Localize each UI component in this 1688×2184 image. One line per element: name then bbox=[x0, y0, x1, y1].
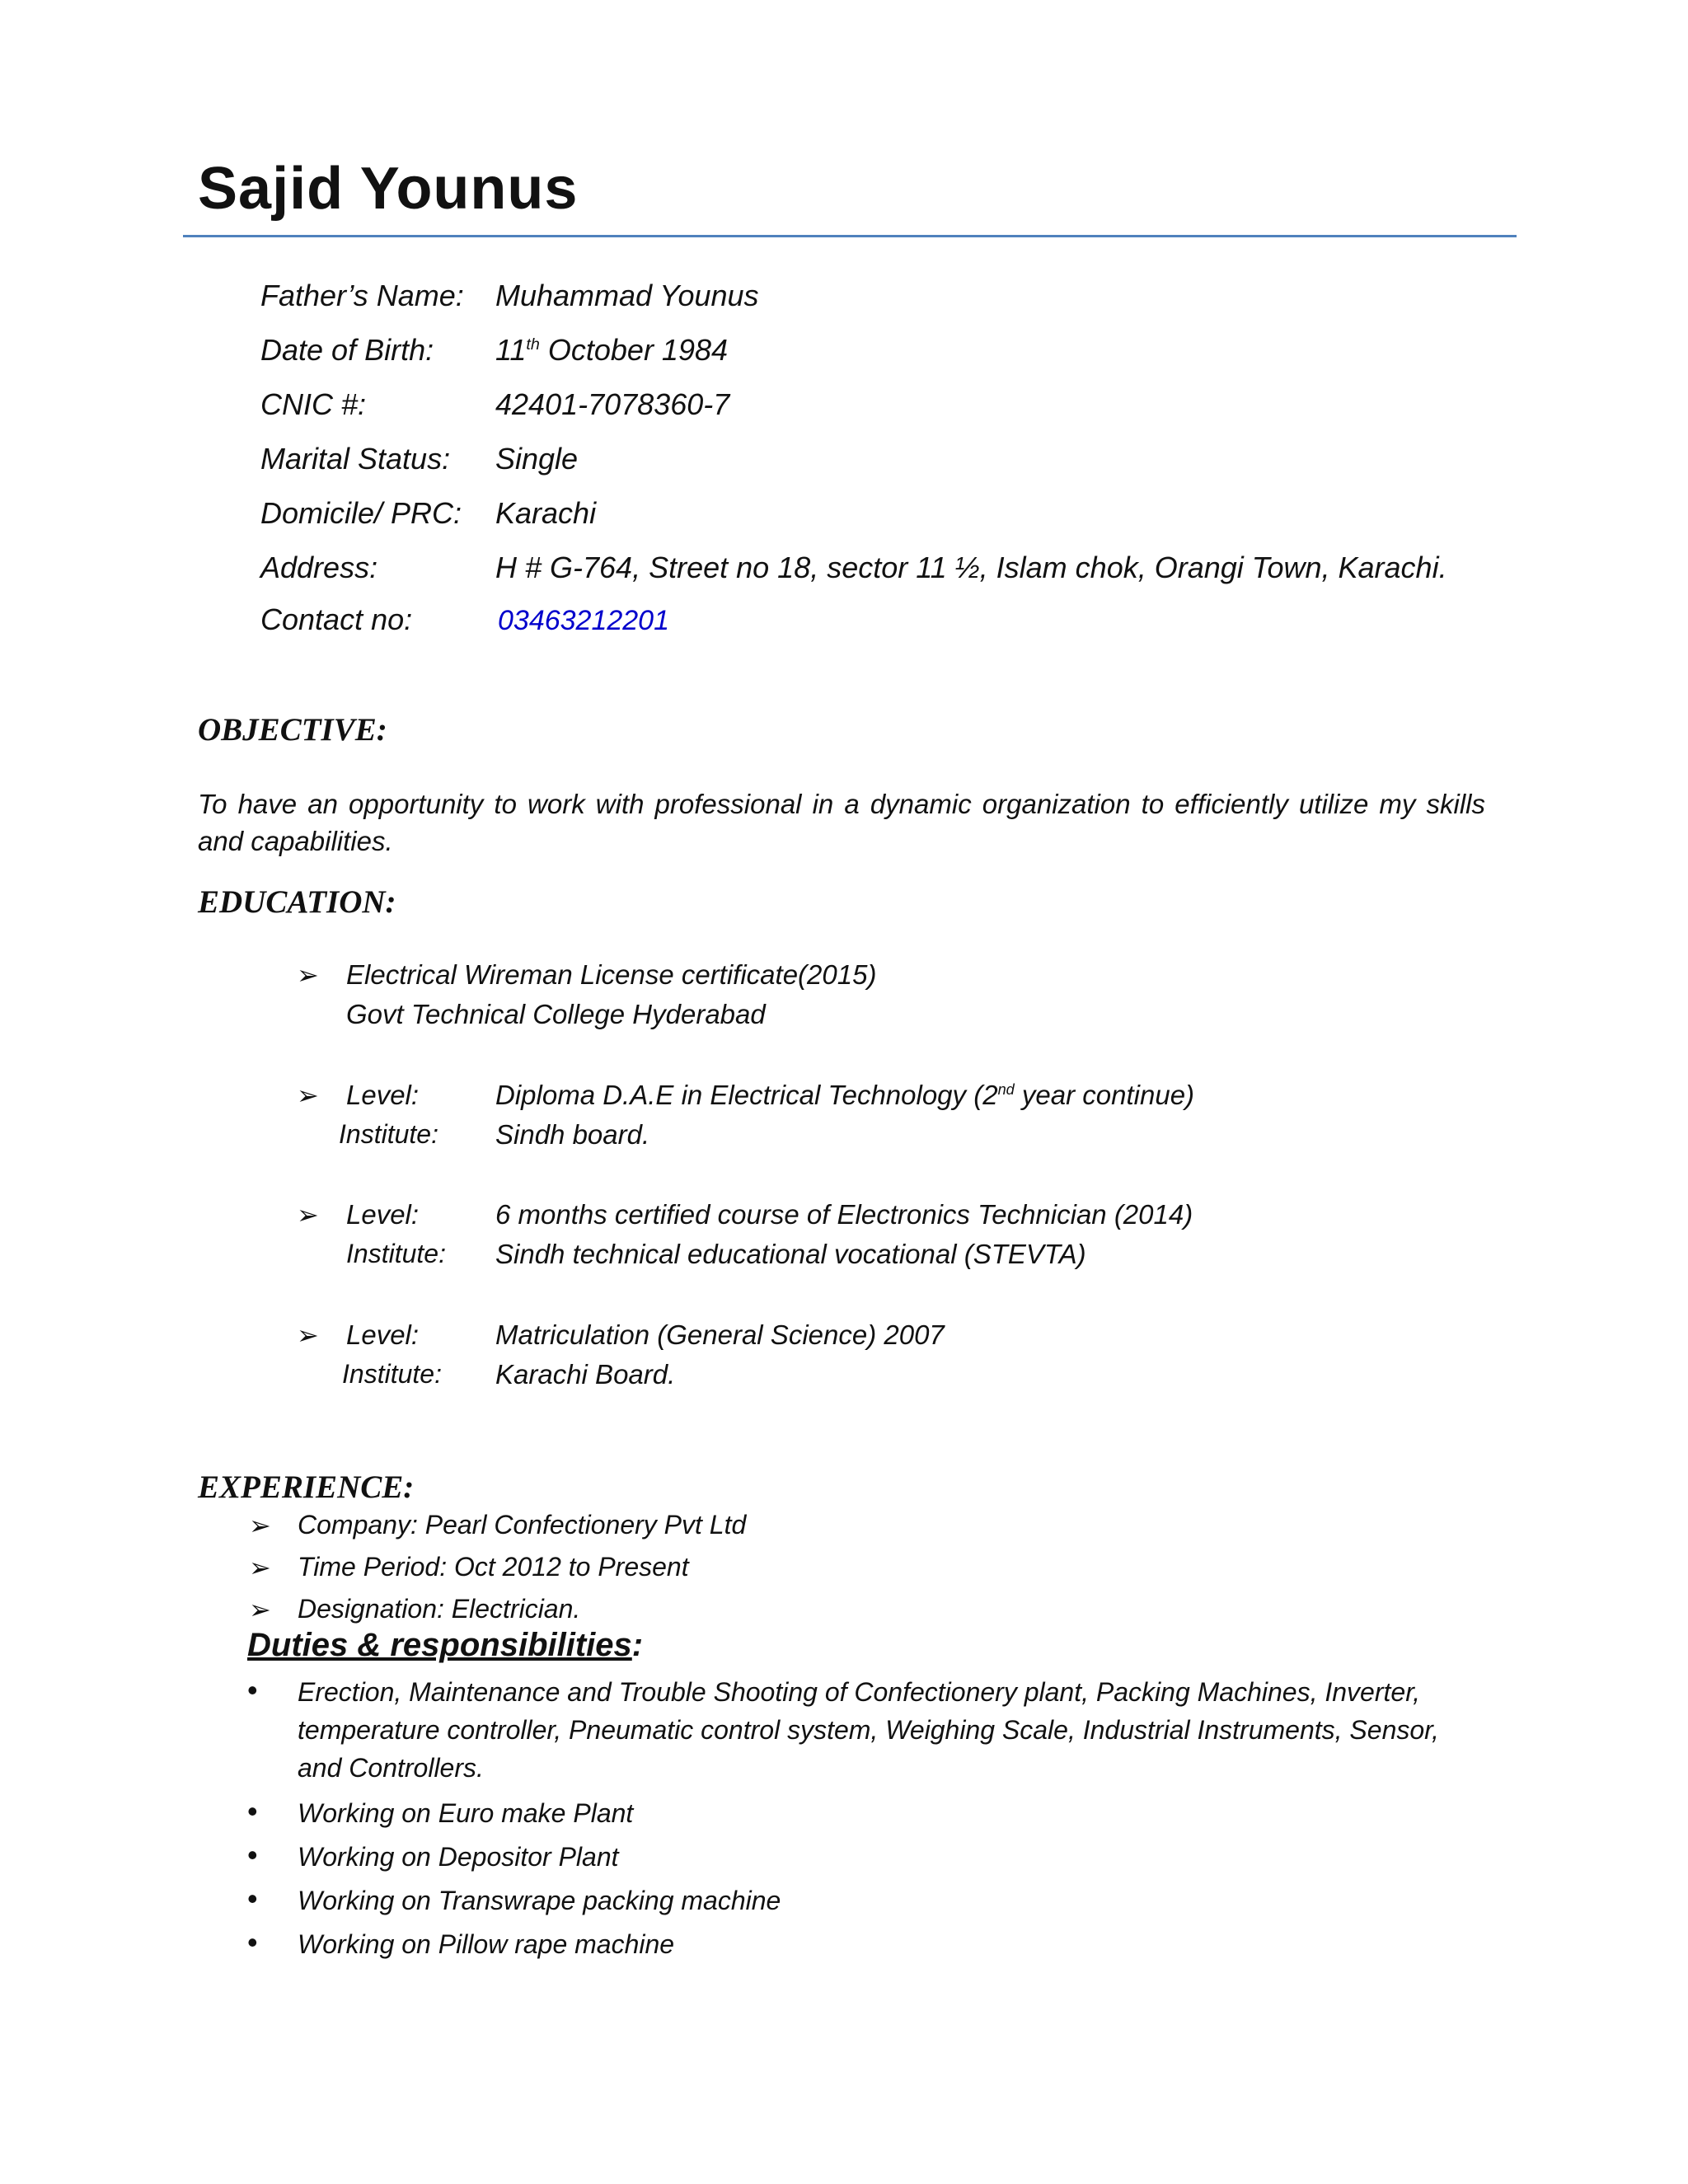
contact-label: Contact no: bbox=[260, 602, 413, 636]
arrow-bullet-icon: ➢ bbox=[297, 1080, 319, 1111]
education-heading: EDUCATION: bbox=[198, 884, 396, 920]
bullet-icon: • bbox=[247, 1925, 258, 1959]
marital-value: Single bbox=[495, 442, 579, 476]
edu-4-institute: Karachi Board. bbox=[495, 1359, 676, 1390]
experience-heading: EXPERIENCE: bbox=[198, 1469, 415, 1505]
duty-2: Working on Euro make Plant bbox=[298, 1798, 634, 1828]
edu-2-institute: Sindh board. bbox=[495, 1119, 650, 1150]
dob-day: 11 bbox=[495, 333, 527, 367]
edu-3-level-label: Level: bbox=[346, 1199, 420, 1230]
duty-1: Erection, Maintenance and Trouble Shooting of Confectionery plant, Packing Machines, Inverter, temperature controller, Pneumatic control system, Weighing Scale, Industrial Instruments, Sensor, and Controllers. bbox=[298, 1677, 1439, 1783]
arrow-bullet-icon: ➢ bbox=[297, 959, 319, 991]
duties-heading-colon: : bbox=[631, 1627, 644, 1663]
arrow-bullet-icon: ➢ bbox=[249, 1552, 271, 1583]
duty-5: Working on Pillow rape machine bbox=[298, 1929, 675, 1959]
marital-label: Marital Status: bbox=[260, 442, 451, 476]
fathers-name-value: Muhammad Younus bbox=[495, 279, 759, 312]
candidate-name: Sajid Younus bbox=[198, 156, 579, 222]
duty-3: Working on Depositor Plant bbox=[298, 1842, 619, 1872]
exp-designation: Designation: Electrician. bbox=[298, 1594, 581, 1624]
arrow-bullet-icon: ➢ bbox=[249, 1510, 271, 1541]
dob-label: Date of Birth: bbox=[260, 333, 434, 367]
contact-value[interactable]: 03463212201 bbox=[498, 605, 670, 636]
edu-1-institute: Govt Technical College Hyderabad bbox=[346, 999, 766, 1029]
edu-3-institute: Sindh technical educational vocational (STEVTA) bbox=[495, 1239, 1086, 1269]
bullet-icon: • bbox=[247, 1673, 258, 1707]
address-value: H # G-764, Street no 18, sector 11 ½, Islam chok, Orangi Town, Karachi. bbox=[495, 551, 1447, 584]
objective-heading: OBJECTIVE: bbox=[198, 712, 387, 748]
edu-4-institute-label: Institute: bbox=[342, 1359, 442, 1389]
bullet-icon: • bbox=[247, 1794, 258, 1828]
edu-3-institute-label: Institute: bbox=[346, 1239, 446, 1268]
address-label: Address: bbox=[260, 551, 378, 584]
bullet-icon: • bbox=[247, 1882, 258, 1915]
dob-rest: October 1984 bbox=[539, 333, 729, 367]
dob-value bbox=[495, 333, 728, 368]
exp-company: Company: Pearl Confectionery Pvt Ltd bbox=[298, 1510, 747, 1540]
edu-4-level-label: Level: bbox=[346, 1319, 420, 1350]
edu-4-level: Matriculation (General Science) 2007 bbox=[495, 1319, 945, 1350]
edu-2-level-post: year continue) bbox=[1014, 1080, 1195, 1110]
domicile-label: Domicile/ PRC: bbox=[260, 496, 462, 530]
domicile-value: Karachi bbox=[495, 496, 597, 530]
edu-1-title: Electrical Wireman License certificate(2015) bbox=[346, 959, 877, 990]
edu-3-level: 6 months certified course of Electronics Technician (2014) bbox=[495, 1199, 1193, 1230]
edu-2-level-label: Level: bbox=[346, 1080, 420, 1110]
bullet-icon: • bbox=[247, 1838, 258, 1872]
cnic-label: CNIC #: bbox=[260, 387, 367, 421]
duties-heading bbox=[247, 1627, 643, 1664]
duty-4: Working on Transwrape packing machine bbox=[298, 1886, 781, 1915]
edu-2-level bbox=[495, 1080, 1194, 1111]
fathers-name-label: Father’s Name: bbox=[260, 279, 464, 312]
duties-heading-text: Duties & responsibilities bbox=[247, 1627, 632, 1663]
edu-2-institute-label: Institute: bbox=[339, 1119, 438, 1149]
header-divider bbox=[183, 235, 1517, 237]
arrow-bullet-icon: ➢ bbox=[249, 1594, 271, 1625]
arrow-bullet-icon: ➢ bbox=[297, 1199, 319, 1230]
arrow-bullet-icon: ➢ bbox=[297, 1319, 319, 1351]
edu-2-level-pre: Diploma D.A.E in Electrical Technology (2 bbox=[495, 1080, 998, 1110]
exp-time-period: Time Period: Oct 2012 to Present bbox=[298, 1552, 689, 1582]
dob-suffix: th bbox=[526, 335, 540, 354]
objective-text: To have an opportunity to work with professional in a dynamic organization to efficiently utilize my skills and capabilities. bbox=[198, 789, 1485, 856]
edu-2-level-sup: nd bbox=[997, 1081, 1015, 1098]
cnic-value: 42401-7078360-7 bbox=[495, 387, 730, 421]
